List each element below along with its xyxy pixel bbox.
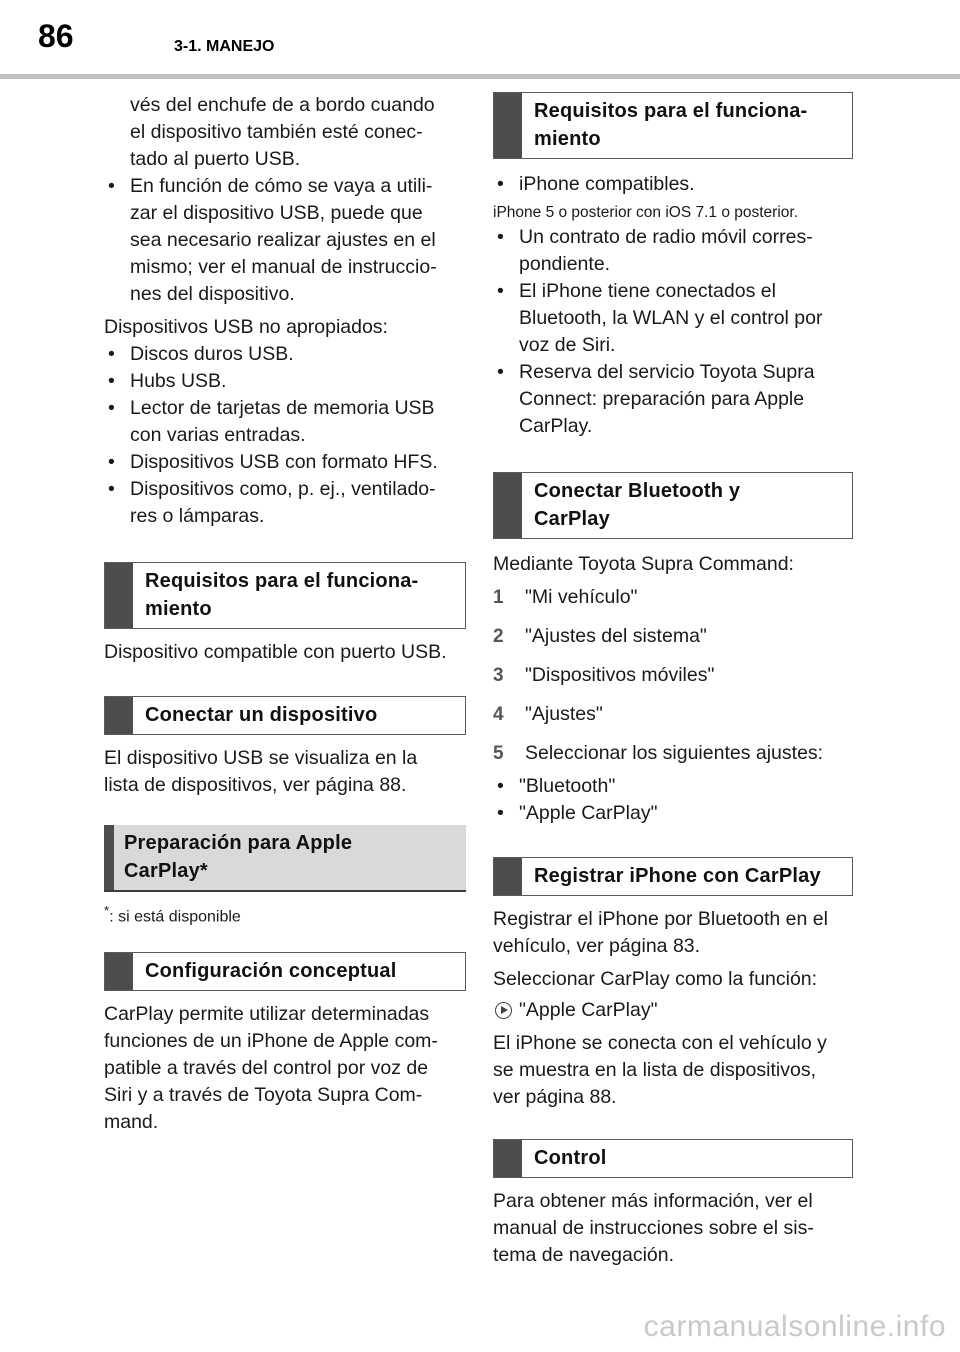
section-heading-requirements: Requisitos para el funciona- miento xyxy=(104,562,466,629)
left-column xyxy=(104,92,466,1136)
register-text: Registrar el iPhone por Bluetooth en el vehículo, ver página 83. xyxy=(493,908,828,957)
list-item: • Dispositivos USB con formato HFS. xyxy=(104,449,466,476)
list-item: • iPhone compatibles. xyxy=(493,171,853,198)
via-command: Mediante Toyota Supra Command: xyxy=(493,553,794,575)
list-item: • "Apple CarPlay" xyxy=(493,800,853,827)
select-function-text: Seleccionar CarPlay como la función: xyxy=(493,968,818,990)
section-heading-carplay: Preparación para Apple CarPlay* xyxy=(104,825,466,892)
list-item: • Lector de tarjetas de memoria USB con varias entradas. xyxy=(104,395,466,449)
section-heading-register: Registrar iPhone con CarPlay xyxy=(493,857,853,896)
unsuitable-title: Dispositivos USB no apropiados: xyxy=(104,316,388,338)
step-item: 5 Seleccionar los siguientes ajustes: xyxy=(493,742,824,764)
header-divider xyxy=(0,74,960,79)
step-item: 1 "Mi vehículo" xyxy=(493,586,638,608)
section-heading-iphone-requirements: Requisitos para el funciona- miento xyxy=(493,92,853,159)
footnote: *: si está disponible xyxy=(104,903,241,926)
continued-text: vés del enchufe de a bordo cuando el dispositivo también esté conec- tado al puerto USB. xyxy=(130,94,435,170)
apple-carplay-option: "Apple CarPlay" xyxy=(493,997,853,1024)
step-item: 4 "Ajustes" xyxy=(493,703,603,725)
page-header xyxy=(0,0,960,80)
list-item: • Discos duros USB. xyxy=(104,341,466,368)
list-item: • Hubs USB. xyxy=(104,368,466,395)
list-item: • Dispositivos como, p. ej., ventilado- res o lámparas. xyxy=(104,476,466,530)
connected-text: El iPhone se conecta con el vehículo y se muestra en la lista de dispositivos, ver página 88. xyxy=(493,1032,827,1108)
section-heading-connect: Conectar un dispositivo xyxy=(104,696,466,735)
watermark: carmanualsonline.info xyxy=(643,1310,946,1343)
compatible-text: Dispositivo compatible con puerto USB. xyxy=(104,641,447,663)
list-item: • En función de cómo se vaya a utili- zar el dispositivo USB, puede que sea necesario realizar ajustes en el mismo; ver el manual de instruccio- nes del dispositivo. xyxy=(104,173,466,308)
list-item: • "Bluetooth" xyxy=(493,773,853,800)
list-item: • Un contrato de radio móvil corres- pondiente. xyxy=(493,224,853,278)
list-item: • Reserva del servicio Toyota Supra Connect: preparación para Apple CarPlay. xyxy=(493,359,853,440)
step-item: 2 "Ajustes del sistema" xyxy=(493,625,707,647)
chapter-title: 3-1. MANEJO xyxy=(174,38,275,55)
step-item: 3 "Dispositivos móviles" xyxy=(493,664,715,686)
section-heading-bluetooth: Conectar Bluetooth y CarPlay xyxy=(493,472,853,539)
arrow-right-icon xyxy=(495,1002,512,1019)
connect-text: El dispositivo USB se visualiza en la lista de dispositivos, ver página 88. xyxy=(104,747,418,796)
section-heading-concept: Configuración conceptual xyxy=(104,952,466,991)
section-heading-control: Control xyxy=(493,1139,853,1178)
concept-text: CarPlay permite utilizar determinadas funciones de un iPhone de Apple com- patible a través del control por voz de Siri y a través de Toyota Supra Com- mand. xyxy=(104,1003,438,1134)
right-column xyxy=(493,92,853,1269)
iphone-note: iPhone 5 o posterior con iOS 7.1 o posterior. xyxy=(493,204,799,221)
control-text: Para obtener más información, ver el manual de instrucciones sobre el sis- tema de navegación. xyxy=(493,1190,814,1266)
page-number: 86 xyxy=(38,18,74,54)
list-item: • El iPhone tiene conectados el Bluetooth, la WLAN y el control por voz de Siri. xyxy=(493,278,853,359)
